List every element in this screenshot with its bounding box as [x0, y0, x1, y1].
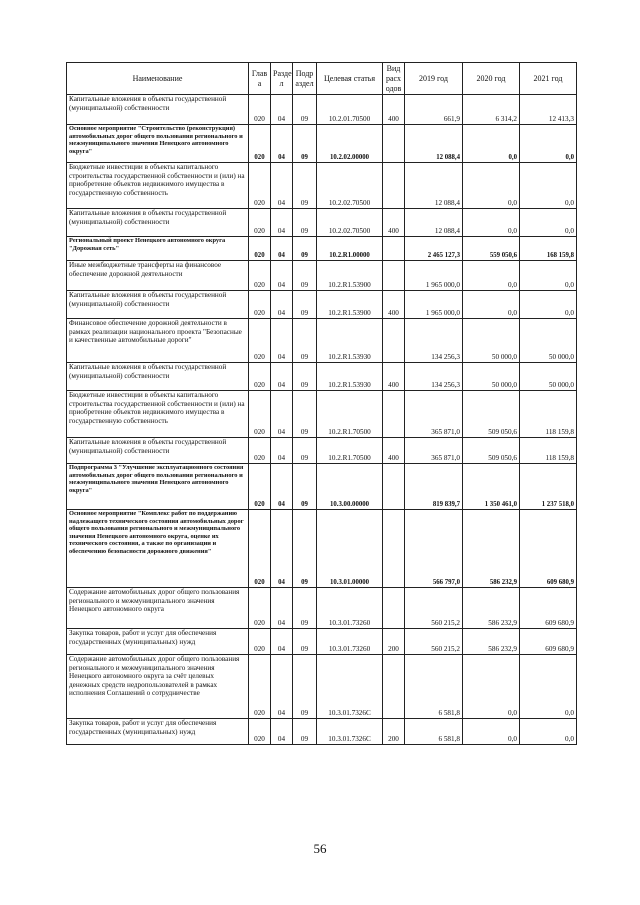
row-name: Содержание автомобильных дорог общего пользования регионального и межмуниципального значения Ненецкого автономного округа за счёт целевых денежных средств недропользователей в рамках исполнения Соглашений о сотрудничестве [67, 655, 249, 719]
row-vid [383, 125, 405, 163]
row-glava: 020 [249, 629, 271, 655]
row-statya: 10.2.R1.70500 [317, 391, 383, 438]
row-2019: 365 871,0 [405, 438, 463, 464]
row-glava: 020 [249, 510, 271, 588]
row-podrazdel: 09 [293, 261, 317, 291]
row-2020: 586 232,9 [463, 510, 520, 588]
row-vid: 400 [383, 209, 405, 237]
header-glava: Глав а [249, 63, 271, 95]
row-2021: 0,0 [520, 291, 577, 319]
row-2021: 12 413,3 [520, 95, 577, 125]
row-2020: 0,0 [463, 125, 520, 163]
row-razdel: 04 [271, 319, 293, 363]
row-2020: 50 000,0 [463, 319, 520, 363]
header-2020: 2020 год [463, 63, 520, 95]
row-2020: 0,0 [463, 261, 520, 291]
row-name: Закупка товаров, работ и услуг для обеспечения государственных (муниципальных) нужд [67, 629, 249, 655]
row-vid: 400 [383, 363, 405, 391]
row-razdel: 04 [271, 125, 293, 163]
row-statya: 10.3.01.73260 [317, 588, 383, 629]
row-name: Финансовое обеспечение дорожной деятельности в рамках реализации национального проекта "Безопасные и качественные автомобильные дороги" [67, 319, 249, 363]
row-razdel: 04 [271, 391, 293, 438]
row-razdel: 04 [271, 655, 293, 719]
row-glava: 020 [249, 209, 271, 237]
row-statya: 10.2.02.70500 [317, 209, 383, 237]
row-2019: 1 965 000,0 [405, 291, 463, 319]
row-name: Капитальные вложения в объекты государственной (муниципальной) собственности [67, 363, 249, 391]
row-glava: 020 [249, 391, 271, 438]
row-podrazdel: 09 [293, 95, 317, 125]
header-razdel: Разде л [271, 63, 293, 95]
row-2019: 134 256,3 [405, 319, 463, 363]
row-2021: 609 680,9 [520, 629, 577, 655]
row-podrazdel: 09 [293, 438, 317, 464]
row-2019: 819 839,7 [405, 464, 463, 510]
row-vid [383, 655, 405, 719]
row-vid: 400 [383, 438, 405, 464]
row-podrazdel: 09 [293, 464, 317, 510]
row-2019: 134 256,3 [405, 363, 463, 391]
budget-table-wrapper [66, 62, 576, 745]
row-vid [383, 464, 405, 510]
row-vid [383, 510, 405, 588]
row-razdel: 04 [271, 510, 293, 588]
row-podrazdel: 09 [293, 391, 317, 438]
row-2021: 0,0 [520, 261, 577, 291]
header-2019: 2019 год [405, 63, 463, 95]
row-razdel: 04 [271, 209, 293, 237]
row-glava: 020 [249, 163, 271, 209]
row-name: Капитальные вложения в объекты государственной (муниципальной) собственности [67, 209, 249, 237]
row-podrazdel: 09 [293, 510, 317, 588]
row-name: Бюджетные инвестиции в объекты капитального строительства государственной собственности и (или) на приобретение объектов недвижимого имущества в государственную собственность [67, 163, 249, 209]
row-2021: 168 159,8 [520, 237, 577, 261]
row-name: Региональный проект Ненецкого автономного округа "Дорожная сеть" [67, 237, 249, 261]
row-razdel: 04 [271, 464, 293, 510]
row-statya: 10.3.01.7326С [317, 719, 383, 745]
row-statya: 10.2.R1.53900 [317, 261, 383, 291]
table-row [67, 464, 577, 510]
row-2020: 50 000,0 [463, 363, 520, 391]
row-statya: 10.2.02.70500 [317, 163, 383, 209]
row-statya: 10.2.02.00000 [317, 125, 383, 163]
row-statya: 10.2.R1.00000 [317, 237, 383, 261]
table-row [67, 95, 577, 125]
table-row [67, 237, 577, 261]
row-name: Бюджетные инвестиции в объекты капитального строительства государственной собственности и (или) на приобретение объектов недвижимого имущества в государственную собственность [67, 391, 249, 438]
row-vid [383, 391, 405, 438]
row-glava: 020 [249, 464, 271, 510]
row-2020: 1 350 461,0 [463, 464, 520, 510]
table-row [67, 291, 577, 319]
row-2020: 559 050,6 [463, 237, 520, 261]
row-2020: 0,0 [463, 655, 520, 719]
row-2021: 50 000,0 [520, 363, 577, 391]
header-name: Наименование [67, 63, 249, 95]
header-statya: Целевая статья [317, 63, 383, 95]
row-2020: 0,0 [463, 163, 520, 209]
row-statya: 10.2.R1.53900 [317, 291, 383, 319]
row-razdel: 04 [271, 261, 293, 291]
row-statya: 10.2.R1.70500 [317, 438, 383, 464]
row-name: Основное мероприятие "Строительство (реконструкция) автомобильных дорог общего пользования регионального и межмуниципального значения Ненецкого автономного округа" [67, 125, 249, 163]
row-glava: 020 [249, 237, 271, 261]
row-razdel: 04 [271, 588, 293, 629]
budget-table [66, 62, 577, 745]
table-row [67, 163, 577, 209]
row-razdel: 04 [271, 719, 293, 745]
row-2021: 609 680,9 [520, 510, 577, 588]
row-statya: 10.3.01.73260 [317, 629, 383, 655]
row-podrazdel: 09 [293, 125, 317, 163]
row-podrazdel: 09 [293, 209, 317, 237]
row-name: Содержание автомобильных дорог общего пользования регионального и межмуниципального значения Ненецкого автономного округа [67, 588, 249, 629]
row-2021: 0,0 [520, 163, 577, 209]
row-glava: 020 [249, 291, 271, 319]
row-statya: 10.3.00.00000 [317, 464, 383, 510]
row-statya: 10.2.01.70500 [317, 95, 383, 125]
table-row [67, 319, 577, 363]
row-razdel: 04 [271, 438, 293, 464]
row-name: Капитальные вложения в объекты государственной (муниципальной) собственности [67, 438, 249, 464]
header-vid: Вид расх одов [383, 63, 405, 95]
row-podrazdel: 09 [293, 291, 317, 319]
row-razdel: 04 [271, 163, 293, 209]
row-name: Подпрограмма 3 "Улучшение эксплуатационного состояния автомобильных дорог общего пользования регионального и межмуниципального значения Ненецкого автономного округа" [67, 464, 249, 510]
table-row [67, 363, 577, 391]
row-podrazdel: 09 [293, 319, 317, 363]
row-glava: 020 [249, 363, 271, 391]
row-vid [383, 237, 405, 261]
table-row [67, 391, 577, 438]
row-vid [383, 261, 405, 291]
row-podrazdel: 09 [293, 363, 317, 391]
row-podrazdel: 09 [293, 588, 317, 629]
row-name: Иные межбюджетные трансферты на финансовое обеспечение дорожной деятельности [67, 261, 249, 291]
row-2019: 566 797,0 [405, 510, 463, 588]
row-2020: 509 050,6 [463, 438, 520, 464]
table-row [67, 588, 577, 629]
row-2020: 586 232,9 [463, 588, 520, 629]
table-row [67, 261, 577, 291]
row-2021: 118 159,8 [520, 391, 577, 438]
row-2020: 0,0 [463, 719, 520, 745]
row-vid: 400 [383, 291, 405, 319]
row-podrazdel: 09 [293, 719, 317, 745]
row-statya: 10.2.R1.53930 [317, 319, 383, 363]
row-2019: 12 088,4 [405, 209, 463, 237]
row-glava: 020 [249, 125, 271, 163]
row-glava: 020 [249, 438, 271, 464]
row-name: Капитальные вложения в объекты государственной (муниципальной) собственности [67, 95, 249, 125]
row-glava: 020 [249, 588, 271, 629]
row-vid: 200 [383, 719, 405, 745]
row-2021: 0,0 [520, 655, 577, 719]
row-2019: 560 215,2 [405, 588, 463, 629]
row-vid [383, 319, 405, 363]
row-razdel: 04 [271, 95, 293, 125]
row-2020: 0,0 [463, 209, 520, 237]
row-2019: 365 871,0 [405, 391, 463, 438]
row-2021: 609 680,9 [520, 588, 577, 629]
row-2020: 509 050,6 [463, 391, 520, 438]
row-name: Основное мероприятие "Комплекс работ по поддержанию надлежащего технического состояния автомобильных дорог общего пользования регионального и межмуниципального значения Ненецкого автономного округа, оценке их технического состояния, а также по организации и обеспечению безопасности дорожного движения" [67, 510, 249, 588]
row-2021: 0,0 [520, 719, 577, 745]
table-row [67, 629, 577, 655]
row-glava: 020 [249, 261, 271, 291]
row-2019: 661,9 [405, 95, 463, 125]
row-vid: 400 [383, 95, 405, 125]
table-row [67, 510, 577, 588]
row-2021: 118 159,8 [520, 438, 577, 464]
row-podrazdel: 09 [293, 655, 317, 719]
row-statya: 10.3.01.7326С [317, 655, 383, 719]
row-2019: 12 088,4 [405, 163, 463, 209]
row-podrazdel: 09 [293, 629, 317, 655]
table-body [67, 95, 577, 745]
table-row [67, 125, 577, 163]
row-razdel: 04 [271, 291, 293, 319]
row-vid [383, 163, 405, 209]
row-2020: 0,0 [463, 291, 520, 319]
table-row [67, 209, 577, 237]
row-glava: 020 [249, 719, 271, 745]
row-razdel: 04 [271, 237, 293, 261]
row-vid: 200 [383, 629, 405, 655]
row-statya: 10.2.R1.53930 [317, 363, 383, 391]
row-2019: 6 581,8 [405, 719, 463, 745]
table-row [67, 655, 577, 719]
row-vid [383, 588, 405, 629]
row-2019: 2 465 127,3 [405, 237, 463, 261]
row-2019: 1 965 000,0 [405, 261, 463, 291]
row-statya: 10.3.01.00000 [317, 510, 383, 588]
header-podrazdel: Подр аздел [293, 63, 317, 95]
row-2019: 6 581,8 [405, 655, 463, 719]
row-razdel: 04 [271, 629, 293, 655]
row-podrazdel: 09 [293, 163, 317, 209]
row-glava: 020 [249, 655, 271, 719]
table-header-row [67, 63, 577, 95]
row-name: Закупка товаров, работ и услуг для обеспечения государственных (муниципальных) нужд [67, 719, 249, 745]
page-number: 56 [313, 841, 327, 856]
row-2020: 586 232,9 [463, 629, 520, 655]
row-2020: 6 314,2 [463, 95, 520, 125]
row-2021: 0,0 [520, 209, 577, 237]
row-glava: 020 [249, 319, 271, 363]
row-2019: 12 088,4 [405, 125, 463, 163]
table-row [67, 719, 577, 745]
row-2019: 560 215,2 [405, 629, 463, 655]
row-name: Капитальные вложения в объекты государственной (муниципальной) собственности [67, 291, 249, 319]
row-2021: 0,0 [520, 125, 577, 163]
row-glava: 020 [249, 95, 271, 125]
header-2021: 2021 год [520, 63, 577, 95]
table-row [67, 438, 577, 464]
row-2021: 50 000,0 [520, 319, 577, 363]
row-2021: 1 237 518,0 [520, 464, 577, 510]
row-razdel: 04 [271, 363, 293, 391]
row-podrazdel: 09 [293, 237, 317, 261]
